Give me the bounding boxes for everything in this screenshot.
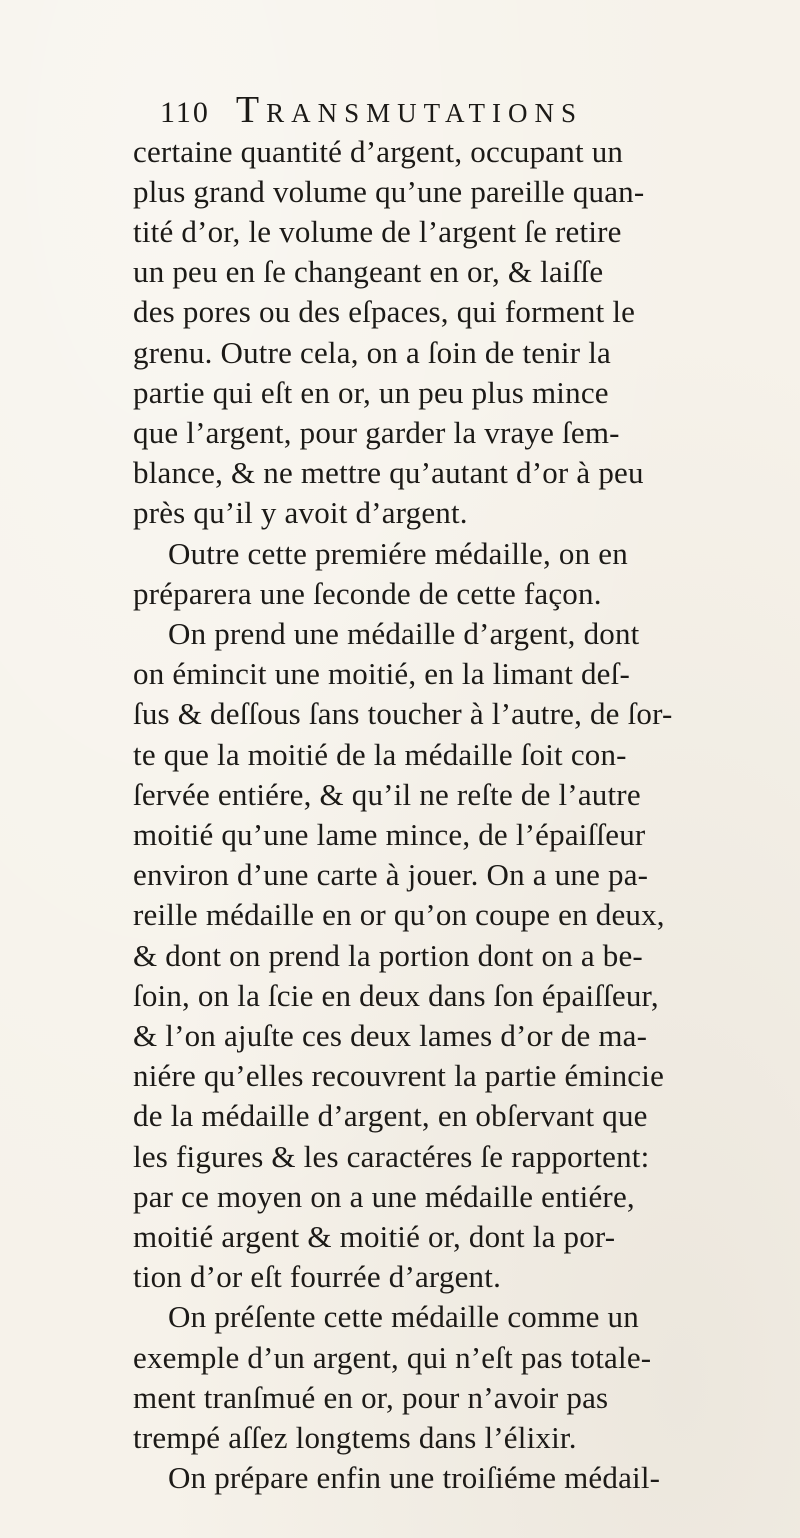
text-line: exemple d’un argent, qui n’eſt pas totale- [133,1340,652,1375]
text-line: & l’on ajuſte ces deux lames d’or de ma- [133,1018,648,1053]
text-line: trempé aſſez longtems dans l’élixir. [133,1420,577,1455]
text-line: un peu en ſe changeant en or, & laiſſe [133,254,604,289]
page-number: 110 [160,96,210,129]
text-line: grenu. Outre cela, on a ſoin de tenir la [133,335,611,370]
text-line: te que la moitié de la médaille ſoit con- [133,737,627,772]
text-line: & dont on prend la portion dont on a be- [133,938,643,973]
text-line: partie qui eſt en or, un peu plus mince [133,375,609,410]
text-line: préparera une ſeconde de cette façon. [133,576,602,611]
text-line: blance, & ne mettre qu’autant d’or à peu [133,455,644,490]
text-line: plus grand volume qu’une pareille quan- [133,174,645,209]
text-line: ſoin, on la ſcie en deux dans ſon épaiſſeur, [133,978,659,1013]
text-line: Outre cette premiére médaille, on en [168,536,628,571]
text-line: ſervée entiére, & qu’il ne reſte de l’autre [133,777,641,812]
text-line: ment tranſmué en or, pour n’avoir pas [133,1380,609,1415]
text-line: moitié qu’une lame mince, de l’épaiſſeur [133,817,646,852]
text-line: On prend une médaille d’argent, dont [168,616,640,651]
text-line: tion d’or eſt fourrée d’argent. [133,1259,502,1294]
text-line: que l’argent, pour garder la vraye ſem- [133,415,620,450]
text-line: par ce moyen on a une médaille entiére, [133,1179,635,1214]
text-line: On prépare enfin une troiſiéme médail- [168,1460,661,1495]
text-line: on émincit une moitié, en la limant deſ- [133,656,630,691]
text-line: niére qu’elles recouvrent la partie émincie [133,1058,665,1093]
text-line: de la médaille d’argent, en obſervant que [133,1098,648,1133]
text-line: On préſente cette médaille comme un [168,1299,639,1334]
text-line: certaine quantité d’argent, occupant un [133,134,624,169]
text-line: des pores ou des eſpaces, qui forment le [133,294,636,329]
text-line: reille médaille en or qu’on coupe en deux, [133,897,665,932]
text-line: les figures & les caractéres ſe rapportent: [133,1139,650,1174]
text-line: tité d’or, le volume de l’argent ſe retire [133,214,622,249]
text-line: moitié argent & moitié or, dont la por- [133,1219,616,1254]
text-line: ſus & deſſous ſans toucher à l’autre, de ſor- [133,696,673,731]
running-title: Transmutations [235,89,583,131]
text-line: près qu’il y avoit d’argent. [133,495,468,530]
text-line: environ d’une carte à jouer. On a une pa- [133,857,649,892]
